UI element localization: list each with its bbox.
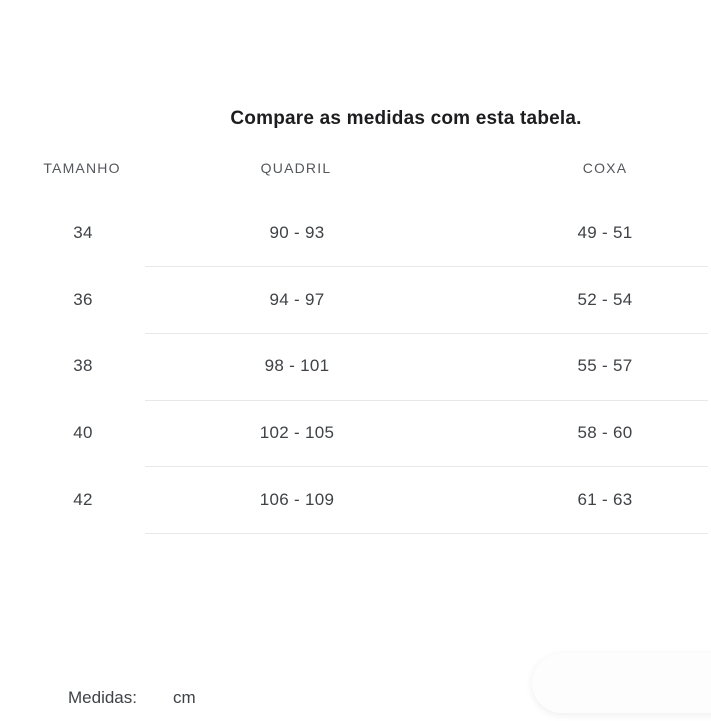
cell-quadril: 90 - 93 <box>269 223 325 242</box>
cell-tamanho: 34 <box>73 223 93 242</box>
cell-coxa: 61 - 63 <box>577 490 633 509</box>
row-divider <box>145 533 708 534</box>
floating-widget-button[interactable] <box>532 653 711 713</box>
row-divider <box>145 466 708 467</box>
cell-tamanho: 40 <box>73 423 93 442</box>
cell-coxa: 55 - 57 <box>577 356 633 375</box>
cell-coxa: 52 - 54 <box>577 290 633 309</box>
cell-tamanho: 36 <box>73 290 93 309</box>
column-header-tamanho: TAMANHO <box>43 160 121 176</box>
measures-unit: cm <box>173 688 196 707</box>
cell-tamanho: 42 <box>73 490 93 509</box>
cell-quadril: 102 - 105 <box>259 423 335 442</box>
page-title: Compare as medidas com esta tabela. <box>230 108 582 129</box>
cell-tamanho: 38 <box>73 356 93 375</box>
cell-coxa: 58 - 60 <box>577 423 633 442</box>
cell-quadril: 98 - 101 <box>264 356 330 375</box>
cell-coxa: 49 - 51 <box>577 223 633 242</box>
column-header-quadril: QUADRIL <box>260 160 332 176</box>
cell-quadril: 106 - 109 <box>259 490 335 509</box>
row-divider <box>145 400 708 401</box>
row-divider <box>145 266 708 267</box>
column-header-coxa: COXA <box>582 160 628 176</box>
cell-quadril: 94 - 97 <box>269 290 325 309</box>
measures-label: Medidas: <box>68 688 137 707</box>
row-divider <box>145 333 708 334</box>
